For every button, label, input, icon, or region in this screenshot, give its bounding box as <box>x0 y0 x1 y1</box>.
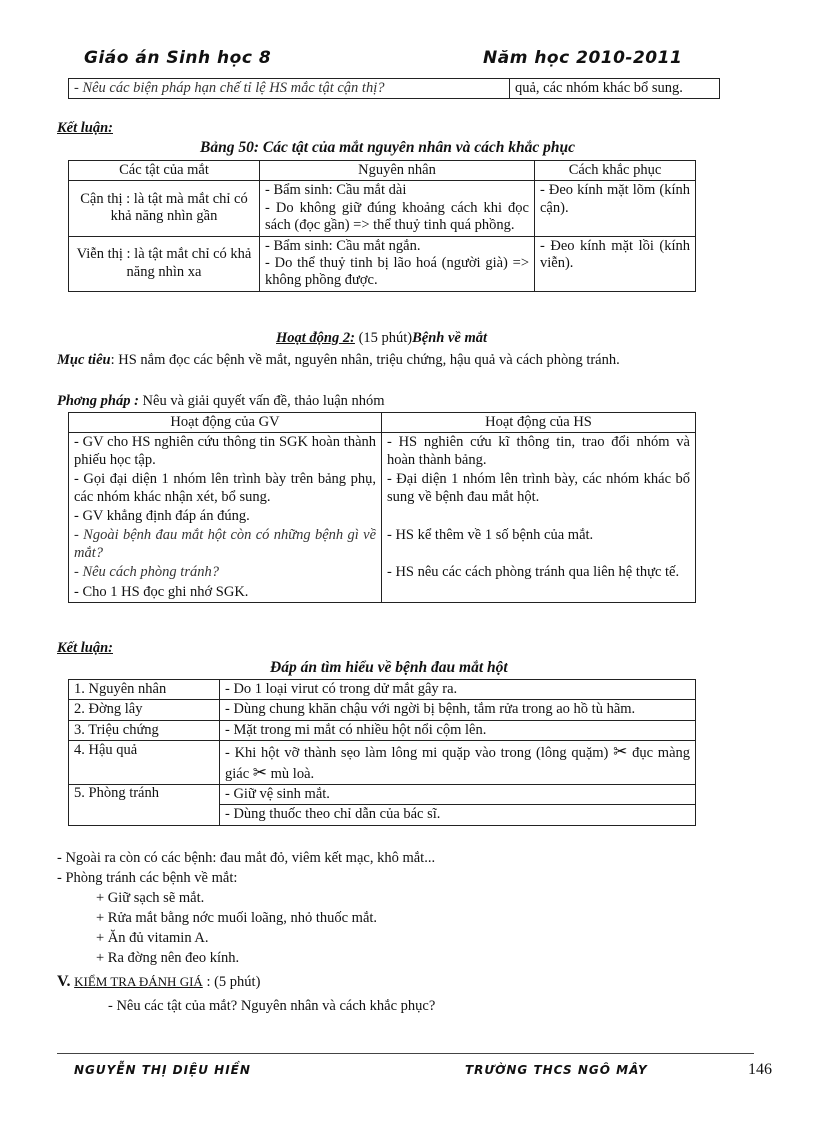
table50 <box>68 160 696 292</box>
cause-cell <box>260 181 535 236</box>
trachoma-title: Đáp án tìm hiểu về bệnh đau mắt hột <box>270 659 508 676</box>
trachoma-value: - Mặt trong mi mắt có nhiều hột nổi cộm lên. <box>220 720 696 740</box>
table-row <box>69 720 696 740</box>
trachoma-table <box>68 679 696 826</box>
activity2-title: Hoạt động 2: <box>276 330 355 346</box>
cause-line: - Bẩm sinh: Cầu mắt dài <box>265 182 407 199</box>
table-row <box>69 700 696 720</box>
table-row <box>69 784 696 804</box>
activity-header: Hoạt động của HS <box>382 413 696 433</box>
scissors-icon: ✂ <box>613 742 628 762</box>
table50-title: Bảng 50: Các tật của mắt nguyên nhân và cách khắc phục <box>200 139 576 156</box>
table-row <box>69 181 696 236</box>
trachoma-value: - Do 1 loại virut có trong dử mắt gây ra. <box>220 680 696 700</box>
trachoma-key: 3. Triệu chứng <box>69 720 220 740</box>
bullet-line: + Ăn đủ vitamin A. <box>96 930 209 946</box>
table-row <box>69 433 696 470</box>
gv-cell: - Gọi đại diện 1 nhóm lên trình bày trên bảng phụ, các nhóm khác nhận xét, bổ sung. <box>69 470 382 507</box>
trachoma-value: - Dùng chung khăn chậu với ngời bị bệnh, tắm rửa trong ao hồ tù hãm. <box>220 700 696 720</box>
footer-rule <box>57 1053 754 1054</box>
trachoma-key: 5. Phòng tránh <box>69 784 220 825</box>
gv-cell: - GV cho HS nghiên cứu thông tin SGK hoàn thành phiếu học tập. <box>69 433 382 470</box>
method-label: Phơng pháp : <box>57 393 139 409</box>
gv-cell: - Nêu cách phòng tránh? <box>69 563 382 582</box>
assessment-num: V. <box>57 973 71 990</box>
table50-header: Nguyên nhân <box>260 161 535 181</box>
trachoma-key: 2. Đờng lây <box>69 700 220 720</box>
table50-header: Cách khắc phục <box>535 161 696 181</box>
note-line: - Phòng tránh các bệnh về mắt: <box>57 870 238 886</box>
activity-header: Hoạt động của GV <box>69 413 382 433</box>
table-row <box>69 507 696 526</box>
header-year: Năm học 2010-2011 <box>483 48 683 68</box>
continuation-table <box>68 78 720 99</box>
activity2-time: (15 phút) <box>358 330 413 346</box>
activity-table <box>68 412 696 603</box>
defect-cell: Cận thị : là tật mà mắt chỉ có khả năng nhìn gần <box>69 181 260 236</box>
continuation-right: quả, các nhóm khác bổ sung. <box>510 79 720 99</box>
note-line: - Ngoài ra còn có các bệnh: đau mắt đỏ, viêm kết mạc, khô mắt... <box>57 850 436 866</box>
activity2-heading <box>276 330 487 347</box>
fix-cell: - Đeo kính mặt lõm (kính cận). <box>535 181 696 236</box>
gv-cell: - Ngoài bệnh đau mắt hột còn có những bệnh gì về mắt? <box>69 526 382 563</box>
header-subject: Giáo án Sinh học 8 <box>84 48 272 68</box>
hs-cell: - Đại diện 1 nhóm lên trình bày, các nhóm khác bổ sung về bệnh đau mắt hột. <box>382 470 696 507</box>
cause-cell <box>260 236 535 291</box>
table-row <box>69 470 696 507</box>
assessment-heading <box>57 972 260 991</box>
table-row <box>69 563 696 582</box>
trachoma-value: - Giữ vệ sinh mắt. <box>220 784 696 804</box>
conclusion-label-1: Kết luận: <box>57 120 113 136</box>
cause-line: - Do thể thuỷ tinh bị lão hoá (người già) => không phồng được. <box>265 254 529 289</box>
table-row <box>69 526 696 563</box>
hs-cell: - HS nêu các cách phòng tránh qua liên hệ thực tế. <box>382 563 696 602</box>
activity2-name: Bệnh về mắt <box>412 330 488 346</box>
fix-cell: - Đeo kính mặt lồi (kính viễn). <box>535 236 696 291</box>
consequence-text: - Khi hột vỡ thành sẹo làm lông mi quặp vào trong (lông quặm) <box>225 745 609 762</box>
gv-cell: - Cho 1 HS đọc ghi nhớ SGK. <box>69 583 382 603</box>
conclusion-label-2: Kết luận: <box>57 640 113 656</box>
objective <box>57 352 777 369</box>
defect-cell: Viễn thị : là tật mắt chỉ có khả năng nhìn xa <box>69 236 260 291</box>
trachoma-key: 4. Hậu quả <box>69 741 220 785</box>
gv-cell: - GV khẳng định đáp án đúng. <box>69 507 382 526</box>
page-number: 146 <box>748 1061 772 1078</box>
trachoma-key: 1. Nguyên nhân <box>69 680 220 700</box>
hs-cell: - HS kể thêm về 1 số bệnh của mắt. <box>382 526 696 563</box>
objective-text: : HS nắm đọc các bệnh về mắt, nguyên nhân, triệu chứng, hậu quả và cách phòng tránh. <box>110 352 620 368</box>
hs-cell: - HS nghiên cứu kĩ thông tin, trao đổi nhóm và hoàn thành bảng. <box>382 433 696 470</box>
footer-author: NGUYỄN THỊ DIỆU HIỀN <box>74 1063 251 1077</box>
assessment-label: KIỂM TRA ĐÁNH GIÁ <box>74 974 203 989</box>
bullet-line: + Rửa mắt bằng nớc muối loãng, nhỏ thuốc mắt. <box>96 910 378 926</box>
footer-school: TRƯỜNG THCS NGÔ MÂY <box>465 1063 648 1077</box>
table-row <box>69 741 696 785</box>
table-row <box>69 680 696 700</box>
scissors-icon: ✂ <box>252 762 268 782</box>
method-text: Nêu và giải quyết vấn đề, thảo luận nhóm <box>142 393 385 409</box>
method <box>57 393 385 410</box>
consequence-text: mù loà. <box>270 765 315 782</box>
assessment-question: - Nêu các tật của mắt? Nguyên nhân và cách khắc phục? <box>108 998 436 1014</box>
table-row <box>69 236 696 291</box>
cause-line: - Bẩm sinh: Cầu mắt ngắn. <box>265 237 421 254</box>
cause-line: - Do không giữ đúng khoảng cách khi đọc sách (đọc gần) => thể thuỷ tinh quá phồng. <box>265 199 529 234</box>
objective-label: Mục tiêu <box>57 352 111 368</box>
trachoma-value: - Dùng thuốc theo chỉ dẫn của bác sĩ. <box>220 805 696 825</box>
hs-cell <box>382 507 696 526</box>
bullet-line: + Ra đờng nên đeo kính. <box>96 950 240 966</box>
table50-header: Các tật của mắt <box>69 161 260 181</box>
assessment-time: (5 phút) <box>214 974 261 990</box>
consequence-text: đục màng giác <box>225 745 691 782</box>
continuation-left: - Nêu các biện pháp hạn chế tỉ lệ HS mắc tật cận thị? <box>69 79 510 99</box>
bullet-line: + Giữ sạch sẽ mắt. <box>96 890 205 906</box>
trachoma-value <box>220 741 696 785</box>
assessment-sep: : <box>202 974 215 990</box>
